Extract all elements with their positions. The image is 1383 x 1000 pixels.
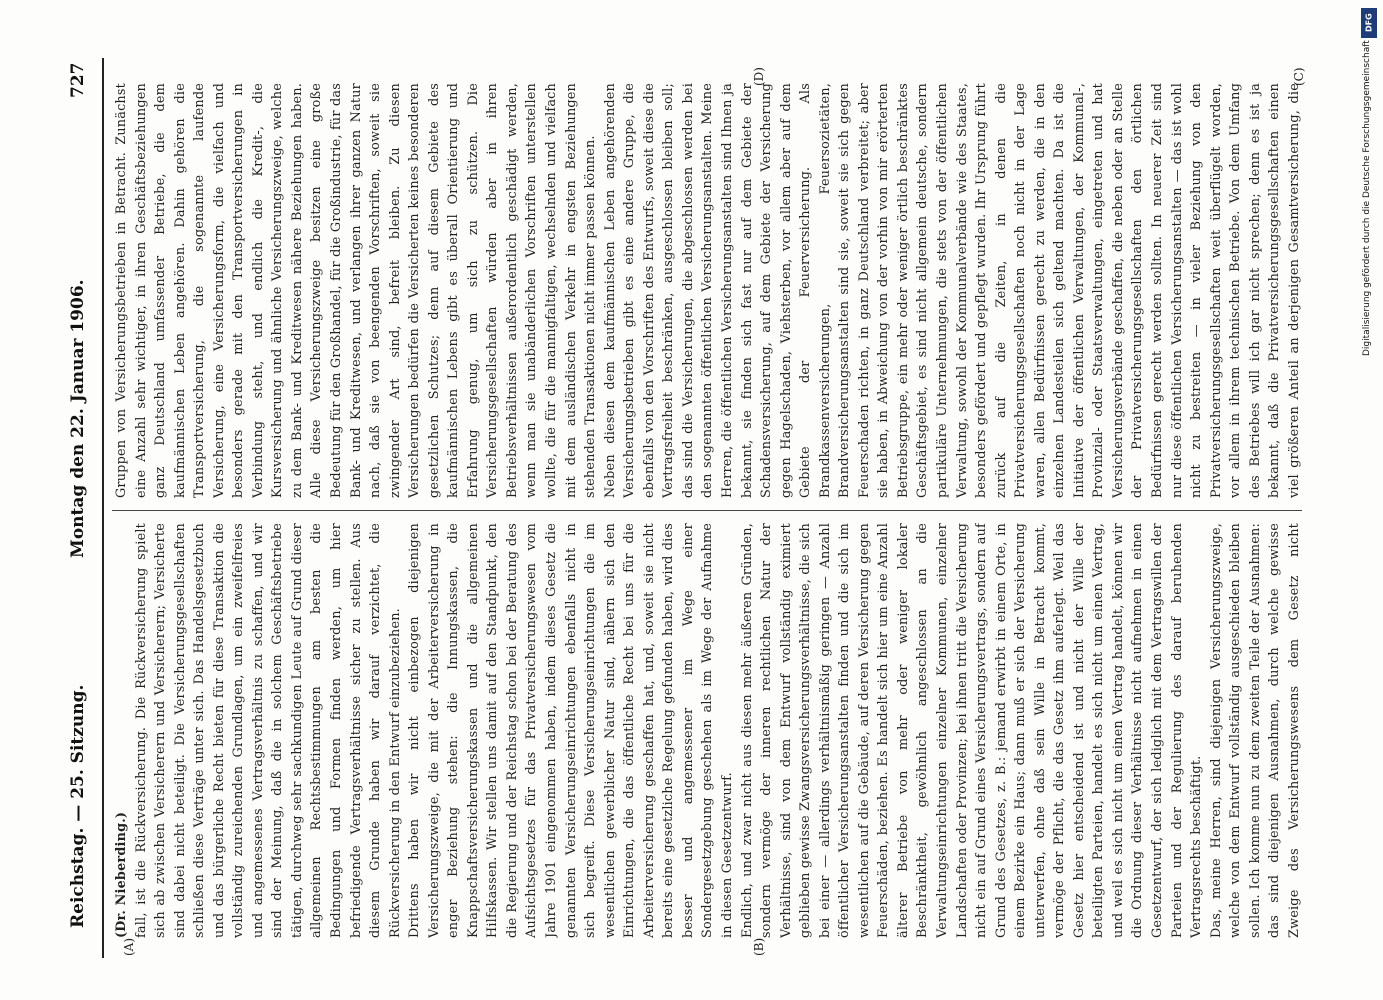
dfg-logo: DFG [1361, 8, 1377, 38]
header-rule [102, 58, 104, 958]
page-number: 727 [68, 62, 88, 98]
speaker-label: (Dr. Nieberding.) [114, 811, 129, 938]
paragraph: Drittens haben wir nicht einbezogen diejenigen Versicherungszweige, die mit der Arbeiterversicherung in enger Beziehung stehen: die Innungskassen, die Knappschaftsversicherungskassen und die allgemeinen Hilfskassen. Wir stellen uns damit auf den Standpunkt, den die Regierung und der Reichstag schon bei der Beratung des Aufsichtsgesetzes für das Privatversicherungswesen vom Jahre 1901 eingenommen haben, indem dieses Gesetz die genannten Versicherungseinrichtungen ebenfalls nicht in sich begreift. Diese Versicherungseinrichtungen die im wesentlichen gewerblicher Natur sind, nähern sich den Einrichtungen, die das öffentliche Recht bei uns für die Arbeiterversicherung geschaffen hat, und, soweit sie nicht bereits eine gesetzliche Regelung gefunden haben, wird dies besser und angemessener im Wege einer Sondergesetzgebung geschehen als im Wege der Aufnahme in diesen Gesetzentwurf. [407, 523, 735, 938]
digitization-credit: Digitalisierung gefördert durch die Deutsche Forschungsgemeinschaft [1362, 40, 1372, 356]
paragraph: Endlich, und zwar nicht aus diesen mehr äußeren Gründen, sondern vermöge der inneren rechtlichen Natur der Verhältnisse, sind von dem Entwurf vollständig eximiert geblieben gewisse Zwangsversicherungsverhältnisse, die sich bei einer — allerdings verhältnismäßig geringen — Anzahl öffentlicher Versicherungsanstalten finden und die sich im wesentlichen auf die Gebäude, auf deren Versicherung gegen Feuerschäden, beziehen. Es handelt sich hier um eine Anzahl älterer Betriebe von mehr oder weniger lokaler Beschränktheit, gewöhnlich angeschlossen an die Verwaltungseinrichtungen einzelner Kommunen, einzelner Landschaften oder Provinzen; bei ihnen tritt die Versicherung nicht ein auf Grund eines Versicherungsvertrags, sondern auf Grund des Gesetzes, z. B.: jemand erwirbt in einem Orte, in einem Bezirke ein Haus; dann muß er sich der Versicherung unterwerfen, ohne daß sein Wille in Betracht kommt, vermöge der Pflicht, die das Gesetz ihm auferlegt. Weil das Gesetz hier entscheidend ist und nicht der Wille der beteiligten Parteien, handelt es sich nicht um einen Vertrag, und weil es sich nicht um einen Vertrag handelt, können wir die Ordnung dieser Verhältnisse nicht aufnehmen in einen Gesetzentwurf, der sich lediglich mit dem Vertragswillen der Parteien und der Regulierung des darauf beruhenden Vertragsrechts beschäftigt. [739, 523, 1205, 938]
header-left: Reichstag. — 25. Sitzung. [68, 684, 88, 928]
paragraph: Gruppen von Versicherungsbetrieben in Betracht. Zunächst eine Anzahl sehr wichtiger, in ihren Geschäftsbeziehungen ganz Deutschland umfassender Betriebe, die dem kaufmännischen Leben angehören. Dahin gehören die Transportversicherung, die sogenannte laufende Versicherung, eine Versicherungsform, die vielfach und besonders gerade mit den Transportversicherungen in Verbindung steht, und endlich die Kredit-, die Kursversicherung und ähnliche Versicherungszweige, welche zu dem Bank- und Kreditwesen nähere Beziehungen haben. Alle diese Versicherungszweige besitzen eine große Bedeutung für den Großhandel, für die Großindustrie, für das Bank- und Kreditwesen, und verlangen ihrer ganzen Natur nach, daß sie von beengenden Vorschriften, soweit sie zwingender Art sind, befreit bleiben. Zu diesen Versicherungen bedürfen die Versicherten keines besonderen gesetzlichen Schutzes; denn auf diesem Gebiete des kaufmännischen Lebens gibt es überall Orientierung und Erfahrung genug, um sich zu schützen. Die Versicherungsgesellschaften würden aber in ihren Betriebsverhältnissen außerordentlich geschädigt werden, wenn man sie unabänderlichen Vorschriften unterstellen wollte, die für die mannigfaltigen, wechselnden und vielfach mit dem ausländischen Verkehr in engsten Beziehungen stehenden Transaktionen nicht immer passen können. [114, 83, 599, 498]
rotated-page-content [62, 58, 1362, 958]
right-column [112, 83, 1302, 498]
header-center: Montag den 22. Januar 1906. [68, 279, 88, 558]
margin-mark-c: (C) [1292, 67, 1306, 86]
margin-mark-d: (D) [752, 67, 766, 86]
paragraph: Neben diesen dem kaufmännischen Leben angehörenden Versicherungsbetrieben gibt es eine andere Gruppe, die ebenfalls von den Vorschriften des Entwurfs, soweit diese die Vertragsfreiheit beschränken, ausgeschlossen bleiben soll; das sind die Versicherungen, die abgeschlossen werden bei den sogenannten öffentlichen Versicherungsanstalten. Meine Herren, die öffentlichen Versicherungsanstalten sind Ihnen ja bekannt, sie finden sich fast nur auf dem Gebiete der Schadensversicherung, auf dem Gebiete der Versicherung gegen Hagelschaden, Viehsterben, vor allem aber auf dem Gebiete der Feuerversicherung. Als Brandkassenversicherungen, Feuersozietäten, Brandversicherungsanstalten sind sie, soweit sie sich gegen Feuerschaden richten, in ganz Deutschland verbreitet; aber sie haben, in Abweichung von der vorhin von mir erörterten Betriebsgruppe, ein mehr oder weniger örtlich beschränktes Geschäftsgebiet, es sind nicht allgemein deutsche, sondern partikuläre Unternehmungen, die stets von der öffentlichen Verwaltung, sowohl der Kommunalverbände wie des Staates, besonders gefördert und gepflegt wurden. Ihr Ursprung führt zurück auf die Zeiten, in denen die Privatversicherungsgesellschaften noch nicht in der Lage waren, allen Bedürfnissen gerecht zu werden, die in den einzelnen Landesteilen sich geltend machten. Da ist die Initiative der öffentlichen Verwaltungen, der Kommunal-, Provinzial- oder Staatsverwaltungen, eingetreten und hat Versicherungsverbände geschaffen, die neben oder an Stelle der Privatversicherungsgesellschaften den örtlichen Bedürfnissen gerecht werden sollten. In neuerer Zeit sind nur diese öffentlichen Versicherungsanstalten — das ist wohl nicht zu bestreiten — in vieler Beziehung von den Privatversicherungsgesellschaften weit überflügelt worden, vor allem in ihrem technischen Betriebe. Von dem Umfang des Betriebes will ich gar nicht sprechen; denn es ist ja bekannt, daß die Privatversicherungsgesellschaften einen viel größeren Anteil an derjenigen Gesamtversicherung, die [602, 83, 1302, 498]
column-rule [112, 510, 1302, 511]
margin-mark-a: (A) [122, 937, 136, 956]
left-column [112, 523, 1302, 938]
paragraph: Das, meine Herren, sind diejenigen Versicherungszweige, welche von dem Entwurf vollständig ausgeschieden bleiben sollen. Ich komme nun zu dem zweiten Teile der Ausnahmen: das sind diejenigen Ausnahmen, durch welche gewisse Zweige des Versicherungswesens dem Gesetz nicht [1208, 523, 1302, 938]
page-header [62, 58, 102, 958]
margin-mark-b: (B) [752, 937, 766, 956]
paragraph: fall, ist die Rückversicherung. Die Rückversicherung spielt sich ab zwischen Versicherern und Versicherern; Versicherte sind dabei nicht beteiligt. Die Versicherungsgesellschaften schließen diese Verträge unter sich. Das Handelsgesetzbuch und das bürgerliche Recht bieten für diese Transaktion die vollständig zureichenden Grundlagen, um ein zweifelfreies und angemessenes Vertragsverhältnis zu schaffen, und wir sind der Meinung, daß die in solchem Geschäftsbetriebe tätigen, durchweg sehr sachkundigen Leute auf Grund dieser allgemeinen Rechtsbestimmungen am besten die Bedingungen und Formen finden werden, um hier befriedigende Vertragsverhältnisse sicher zu stellen. Aus diesem Grunde haben wir darauf verzichtet, die Rückversicherung in den Entwurf einzubeziehen. [133, 523, 403, 938]
